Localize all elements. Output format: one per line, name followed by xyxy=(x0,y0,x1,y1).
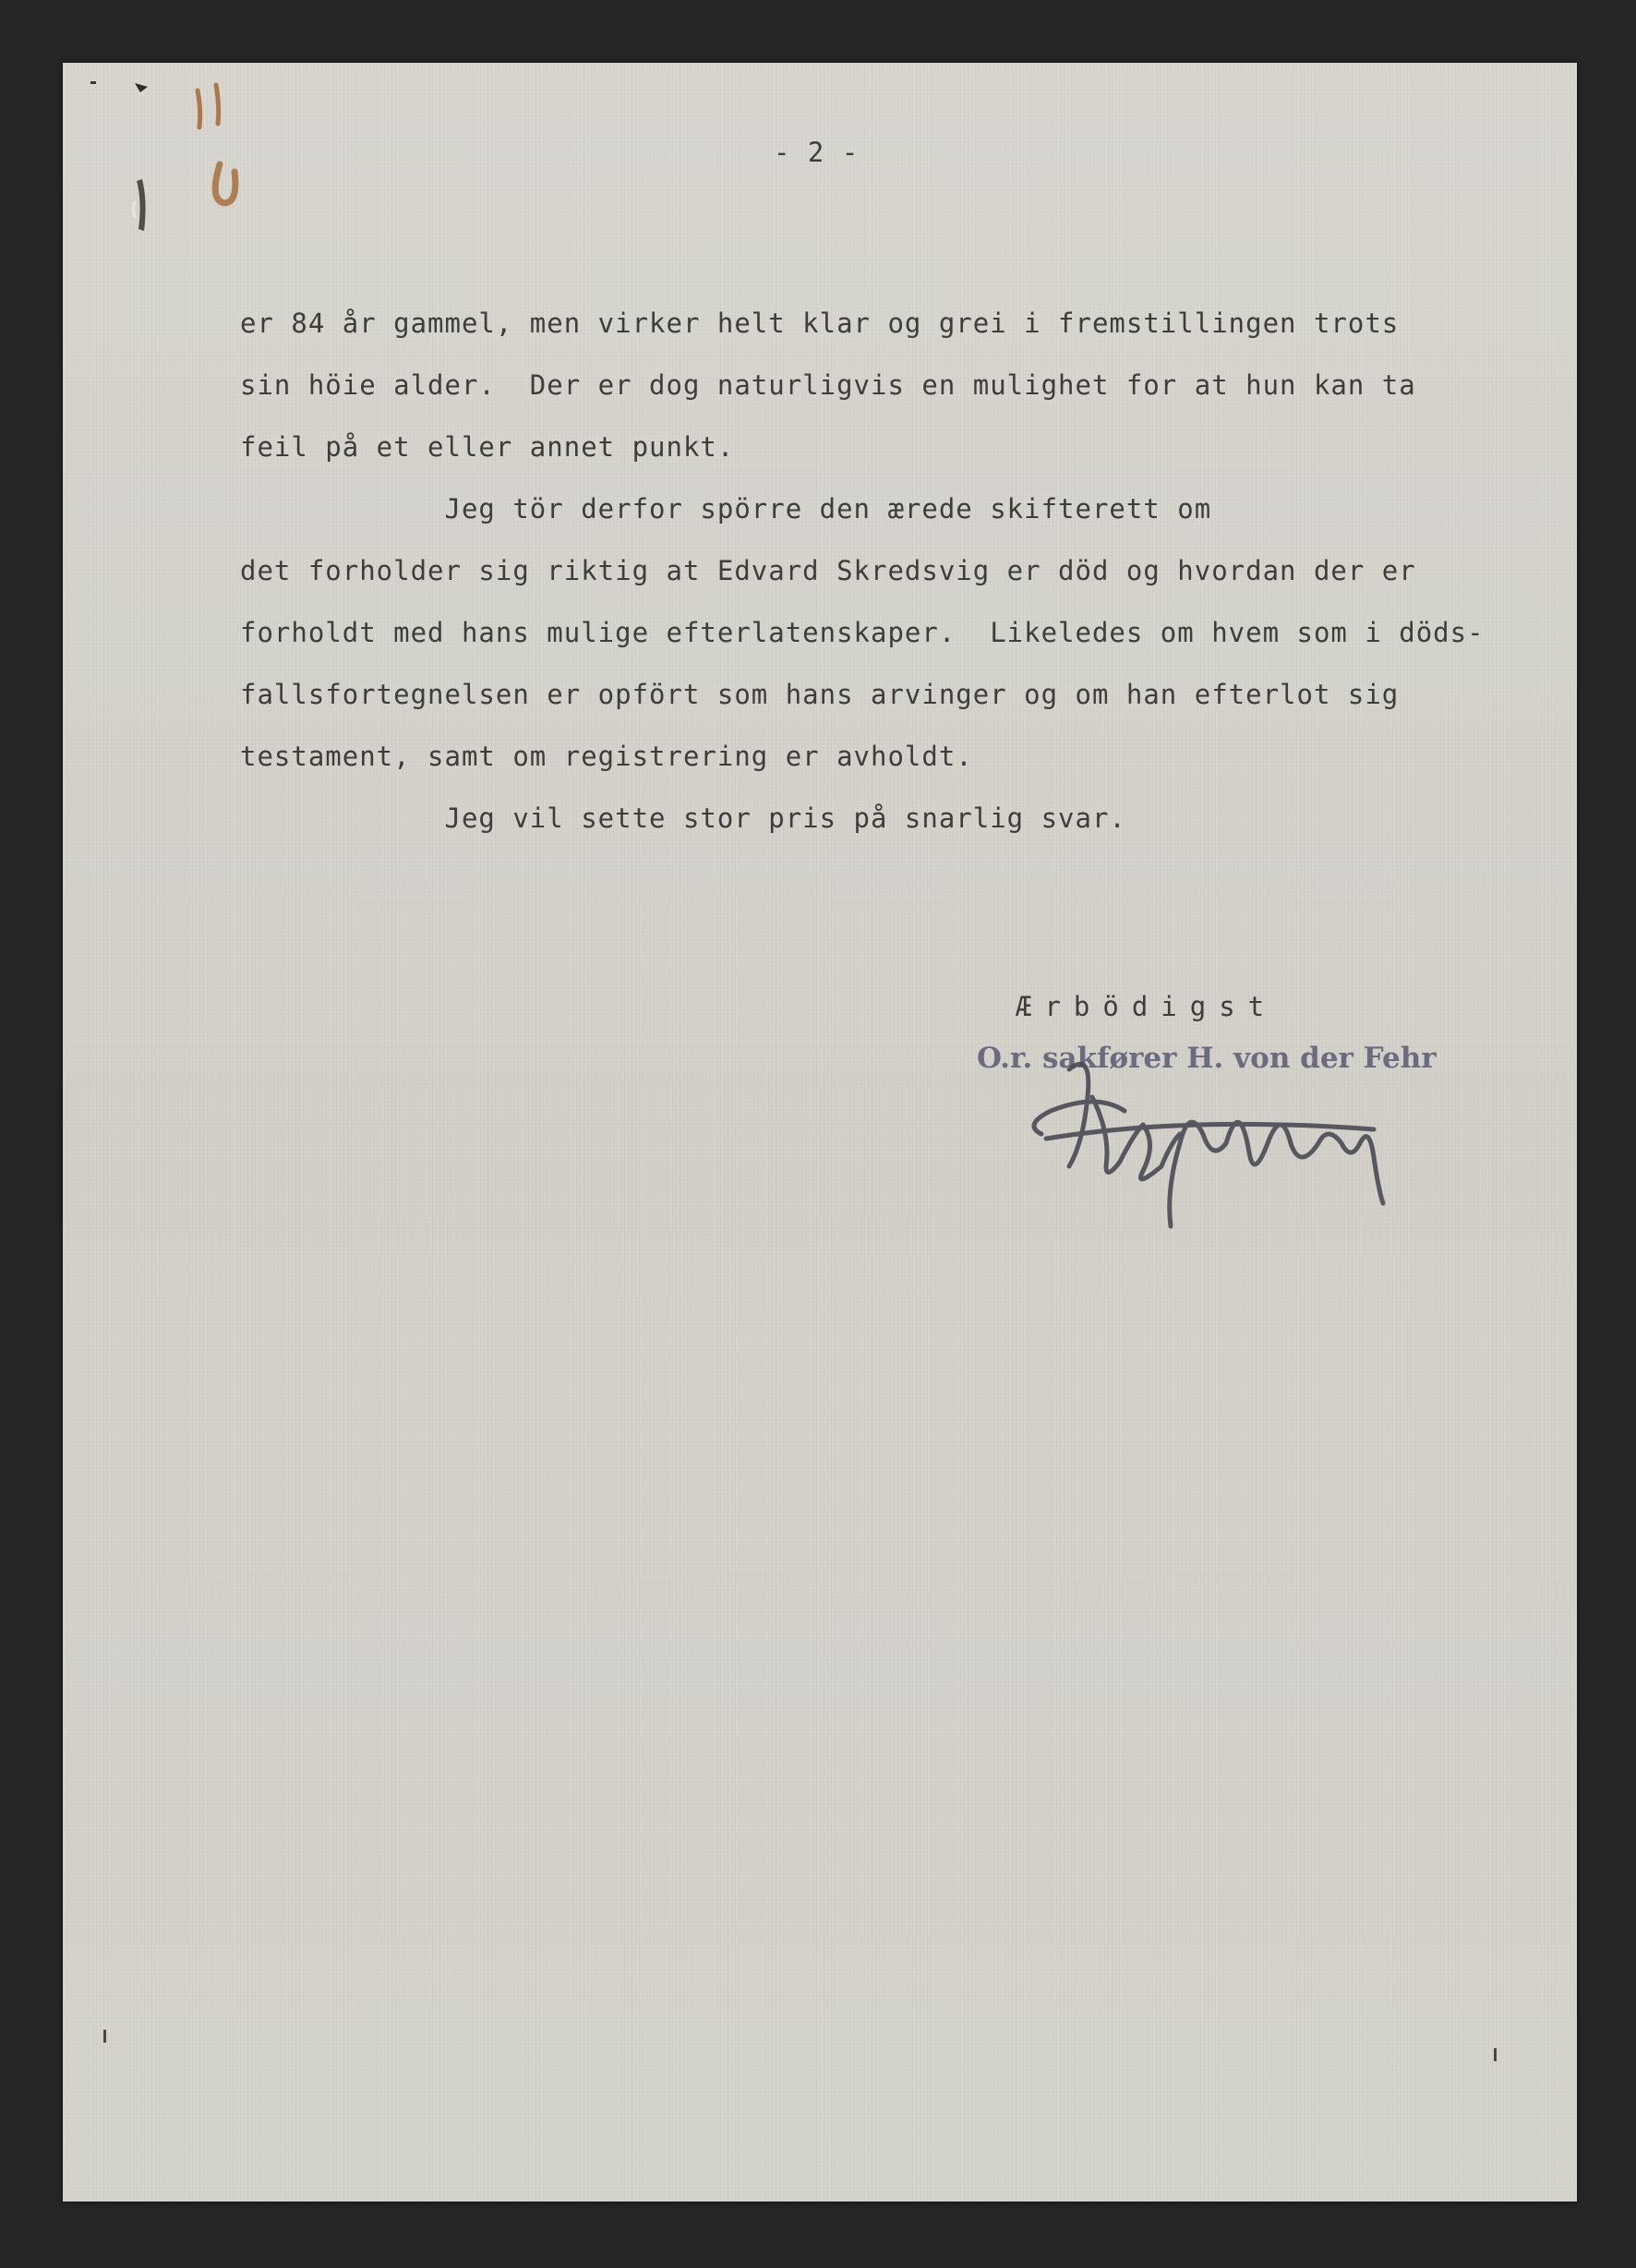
letter-page xyxy=(63,63,1577,2202)
body-line-9: Jeg vil sette stor pris på snarlig svar. xyxy=(240,802,1126,834)
page-number: - 2 - xyxy=(774,137,860,168)
staple-hole-mark xyxy=(133,179,145,231)
body-line-6: forholdt med hans mulige efterlatenskaper. Likeledes om hvem som i döds- xyxy=(240,617,1485,648)
stamp-lawyer-name: O.r. sakfører H. von der Fehr xyxy=(977,1042,1437,1075)
body-line-3: feil på et eller annet punkt. xyxy=(240,431,735,463)
body-line-1: er 84 år gammel, men virker helt klar og grei i fremstillingen trots xyxy=(240,308,1400,339)
rust-marks xyxy=(63,63,340,266)
body-line-8: testament, samt om registrering er avholdt. xyxy=(240,741,973,772)
body-line-2: sin höie alder. Der er dog naturligvis en mulighet for at hun kan ta xyxy=(240,369,1416,401)
body-line-7: fallsfortegnelsen er opfört som hans arvinger og om han efterlot sig xyxy=(240,679,1400,710)
bottom-specks xyxy=(63,2002,1577,2113)
ink-speck xyxy=(90,81,148,92)
closing-salutation: Ærbödigst xyxy=(1016,991,1278,1022)
handwritten-signature xyxy=(1004,1005,1420,1245)
rust-stain-2 xyxy=(215,164,235,203)
rust-stain-1 xyxy=(198,85,219,127)
body-line-5: det forholder sig riktig at Edvard Skredsvig er död og hvordan der er xyxy=(240,555,1416,586)
body-line-4: Jeg tör derfor spörre den ærede skifterett om xyxy=(240,493,1212,525)
